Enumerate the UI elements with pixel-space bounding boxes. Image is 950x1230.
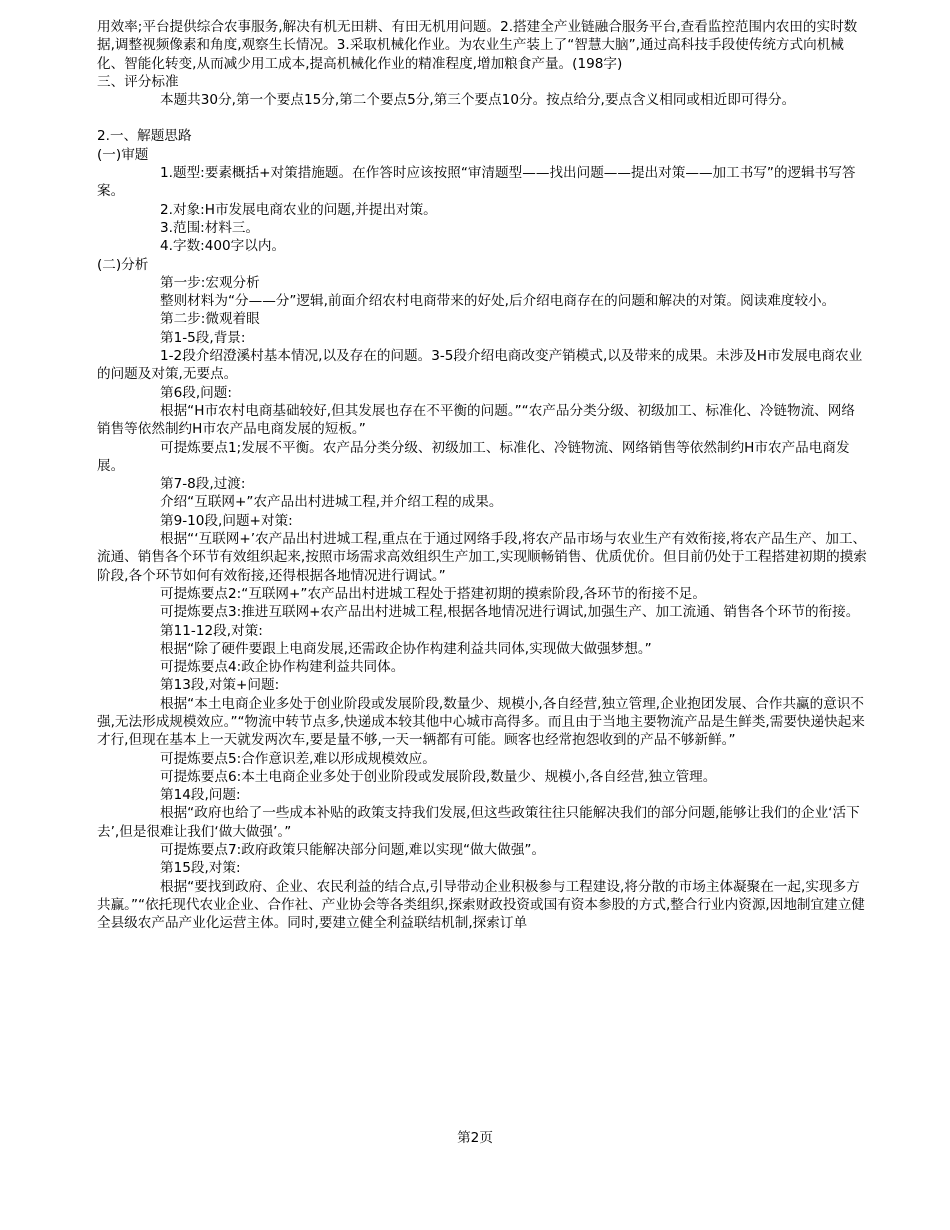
paragraph: 可提炼要点2:“互联网+”农产品出村进城工程处于搭建初期的摸索阶段,各环节的衔接不足。: [160, 585, 706, 602]
paragraph: 整则材料为“分——分”逻辑,前面介绍农村电商带来的好处,后介绍电商存在的问题和解决的对策。阅读难度较小。: [160, 293, 836, 310]
paragraph: 可提炼要点7:政府政策只能解决部分问题,难以实现“做大做强”。: [160, 842, 546, 859]
paragraph: 4.字数:400字以内。: [160, 238, 286, 255]
paragraph: 2.一、解题思路: [97, 128, 192, 145]
paragraph: 根据“‘互联网+’农产品出村进城工程,重点在于通过网络手段,将农产品市场与农业生产有效衔接,将农产品生产、加工、流通、销售各个环节有效组织起来,按照市场需求高效组织生产加工,实现顺畅销售、优质优价。但目前仍处于工程搭建初期的摸索阶段,各个环节如何有效衔接,还得根据各地情况进行调试。”: [97, 531, 867, 584]
paragraph: 根据“要找到政府、企业、农民利益的结合点,引导带动企业积极参与工程建设,将分散的市场主体凝聚在一起,实现多方共赢。”“依托现代农业企业、合作社、产业协会等各类组织,探索财政投资或国有资本参股的方式,整合行业内资源,因地制宜建立健全县级农产品产业化运营主体。同时,要建立健全利益联结机制,探索订单: [97, 878, 865, 932]
paragraph: 第11-12段,对策:: [160, 622, 263, 639]
paragraph: 可提炼要点6:本土电商企业多处于创业阶段或发展阶段,数量少、规模小,各自经营,独立管理。: [160, 768, 717, 785]
paragraph: 第6段,问题:: [160, 384, 232, 401]
paragraph: 可提炼要点3:推进互联网+农产品出村进城工程,根据各地情况进行调试,加强生产、加工流通、销售各个环节的衔接。: [160, 604, 860, 621]
paragraph: (一)审题: [97, 146, 149, 163]
paragraph: 用效率;平台提供综合农事服务,解决有机无田耕、有田无机用问题。2.搭建全产业链融合服务平台,查看监控范围内农田的实时数据,调整视频像素和角度,观察生长情况。3.采取机械化作业。为农业生产装上了“智慧大脑”,通过高科技手段使传统方式向机械化、智能化转变,从而减少用工成本,提高机械化作业的精准程度,增加粮食产量。(198字): [97, 19, 858, 72]
document-body: [97, 18, 867, 933]
paragraph: 第9-10段,问题+对策:: [160, 512, 293, 529]
paragraph: 2.对象:H市发展电商农业的问题,并提出对策。: [160, 201, 437, 218]
paragraph: 第一步:宏观分析: [160, 274, 260, 291]
paragraph: 1-2段介绍澄溪村基本情况,以及存在的问题。3-5段介绍电商改变产销模式,以及带来的成果。未涉及H市发展电商农业的问题及对策,无要点。: [97, 348, 863, 383]
blank-line: [97, 109, 867, 127]
paragraph: 根据“除了硬件要跟上电商发展,还需政企协作构建利益共同体,实现做大做强梦想。”: [160, 640, 652, 657]
paragraph: 介绍“互联网+”农产品出村进城工程,并介绍工程的成果。: [160, 494, 503, 511]
paragraph: 第14段,问题:: [160, 787, 241, 804]
paragraph: 第二步:微观着眼: [160, 311, 260, 328]
paragraph: 1.题型:要素概括+对策措施题。在作答时应该按照“审清题型——找出问题——提出对策——加工书写”的逻辑书写答案。: [97, 165, 856, 200]
paragraph: 第13段,对策+问题:: [160, 677, 280, 694]
paragraph: 根据“政府也给了一些成本补贴的政策支持我们发展,但这些政策往往只能解决我们的部分问题,能够让我们的企业‘活下去’,但是很难让我们‘做大做强’。”: [97, 805, 860, 840]
paragraph: 第15段,对策:: [160, 860, 241, 877]
paragraph: 3.范围:材料三。: [160, 219, 260, 236]
paragraph: 根据“本土电商企业多处于创业阶段或发展阶段,数量少、规模小,各自经营,独立管理,企业抱团发展、合作共赢的意识不强,无法形成规模效应。”“物流中转节点多,快递成本较其他中心城市高得多。而且由于当地主要物流产品是生鲜类,需要快递快起来才行,但现在基本上一天就发两次车,要是量不够,一天一辆都有可能。顾客也经常抱怨收到的产品不够新鲜。”: [97, 695, 865, 749]
paragraph: 第1-5段,背景:: [160, 329, 246, 346]
paragraph: 根据“H市农村电商基础较好,但其发展也存在不平衡的问题。”“农产品分类分级、初级加工、标准化、冷链物流、网络销售等依然制约H市农产品电商发展的短板。”: [97, 402, 855, 438]
page-number: 第2页: [457, 1130, 493, 1146]
paragraph: 可提炼要点5:合作意识差,难以形成规模效应。: [160, 750, 436, 767]
paragraph: 可提炼要点1;发展不平衡。农产品分类分级、初级加工、标准化、冷链物流、网络销售等依然制约H市农产品电商发展。: [97, 439, 850, 474]
paragraph: (二)分析: [97, 256, 149, 273]
paragraph: 本题共30分,第一个要点15分,第二个要点5分,第三个要点10分。按点给分,要点含义相同或相近即可得分。: [160, 92, 796, 109]
paragraph: 可提炼要点4:政企协作构建利益共同体。: [160, 659, 405, 676]
paragraph: 第7-8段,过渡:: [160, 476, 246, 493]
paragraph: 三、评分标准: [97, 73, 179, 90]
